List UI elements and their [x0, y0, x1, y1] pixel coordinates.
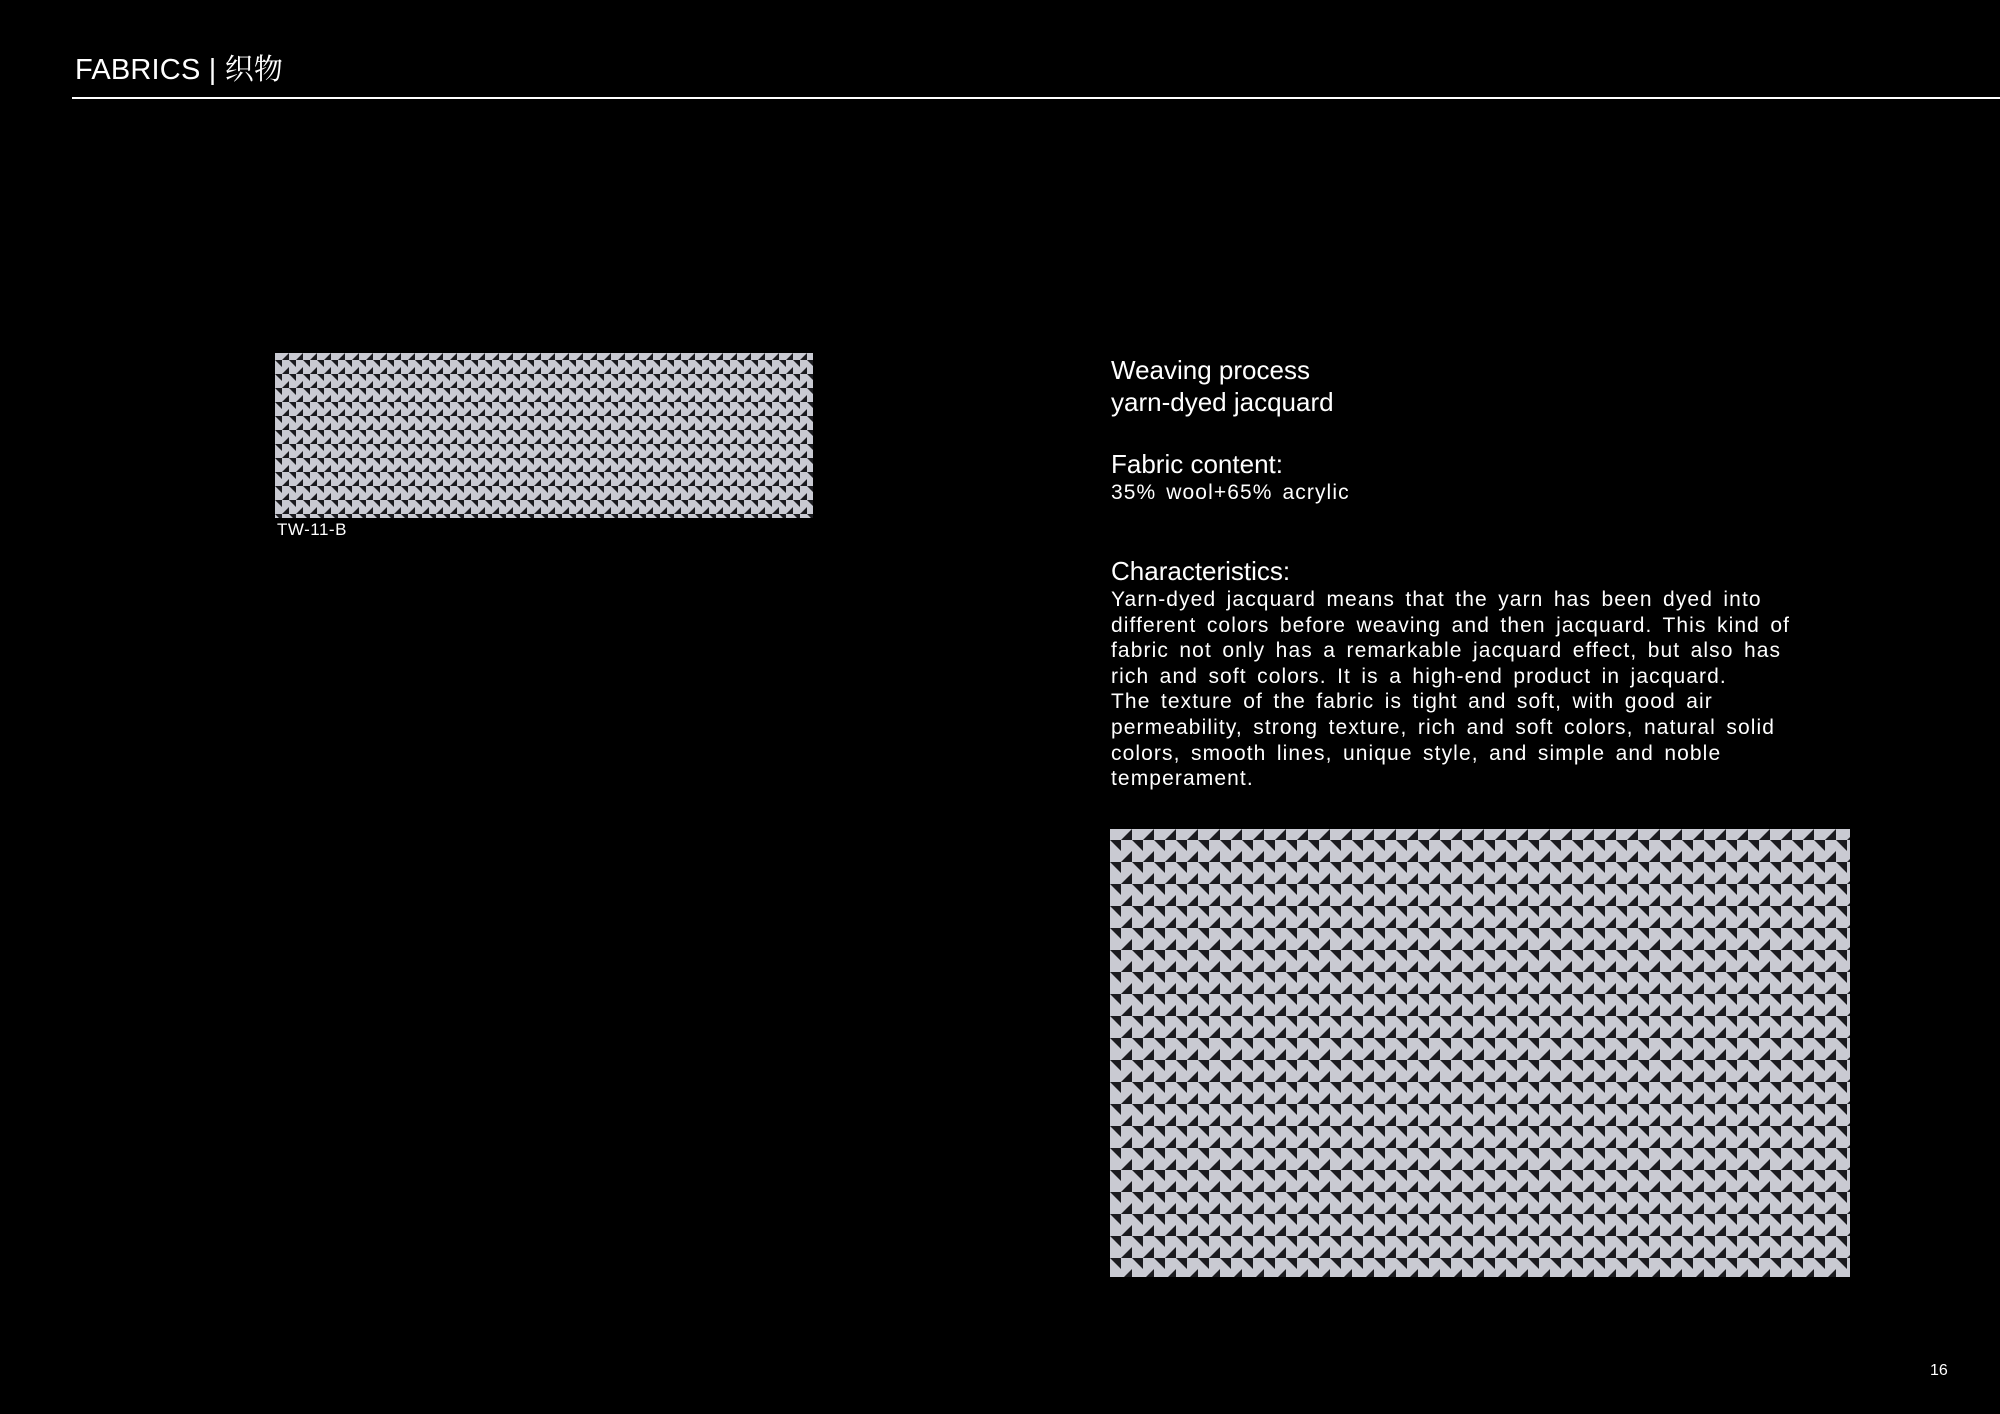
- characteristics-line: different colors before weaving and then jacquard. This kind of: [1111, 613, 1791, 637]
- characteristics-line: fabric not only has a remarkable jacquard effect, but also has: [1111, 639, 1782, 663]
- fabric-code-label: TW-11-B: [277, 520, 347, 539]
- characteristics-line: The texture of the fabric is tight and soft, with good air: [1111, 690, 1713, 714]
- houndstooth-pattern-large: [1110, 829, 1850, 1277]
- characteristics-label: Characteristics:: [1111, 556, 1291, 586]
- fabric-content-label: Fabric content:: [1111, 449, 1283, 479]
- weaving-process-label: Weaving process: [1111, 355, 1310, 385]
- houndstooth-pattern-small: [275, 353, 813, 518]
- characteristics-line: permeability, strong texture, rich and soft colors, natural solid: [1111, 715, 1776, 739]
- page-number: 16: [1930, 1362, 1948, 1379]
- fabric-content-value: 35% wool+65% acrylic: [1111, 481, 1350, 504]
- fabric-info-panel: [1111, 354, 1841, 792]
- characteristics-text: [1111, 587, 1841, 792]
- page-title: FABRICS | 织物: [75, 54, 284, 86]
- characteristics-line: temperament.: [1111, 767, 1254, 791]
- weaving-process-value: yarn-dyed jacquard: [1111, 387, 1334, 417]
- fabric-swatch-thumbnail: [275, 353, 813, 518]
- fabric-swatch-closeup: [1110, 829, 1850, 1277]
- header-divider: [72, 97, 2000, 99]
- characteristics-line: rich and soft colors. It is a high-end product in jacquard.: [1111, 664, 1727, 688]
- characteristics-line: Yarn-dyed jacquard means that the yarn has been dyed into: [1111, 588, 1762, 611]
- characteristics-line: colors, smooth lines, unique style, and simple and noble: [1111, 741, 1722, 765]
